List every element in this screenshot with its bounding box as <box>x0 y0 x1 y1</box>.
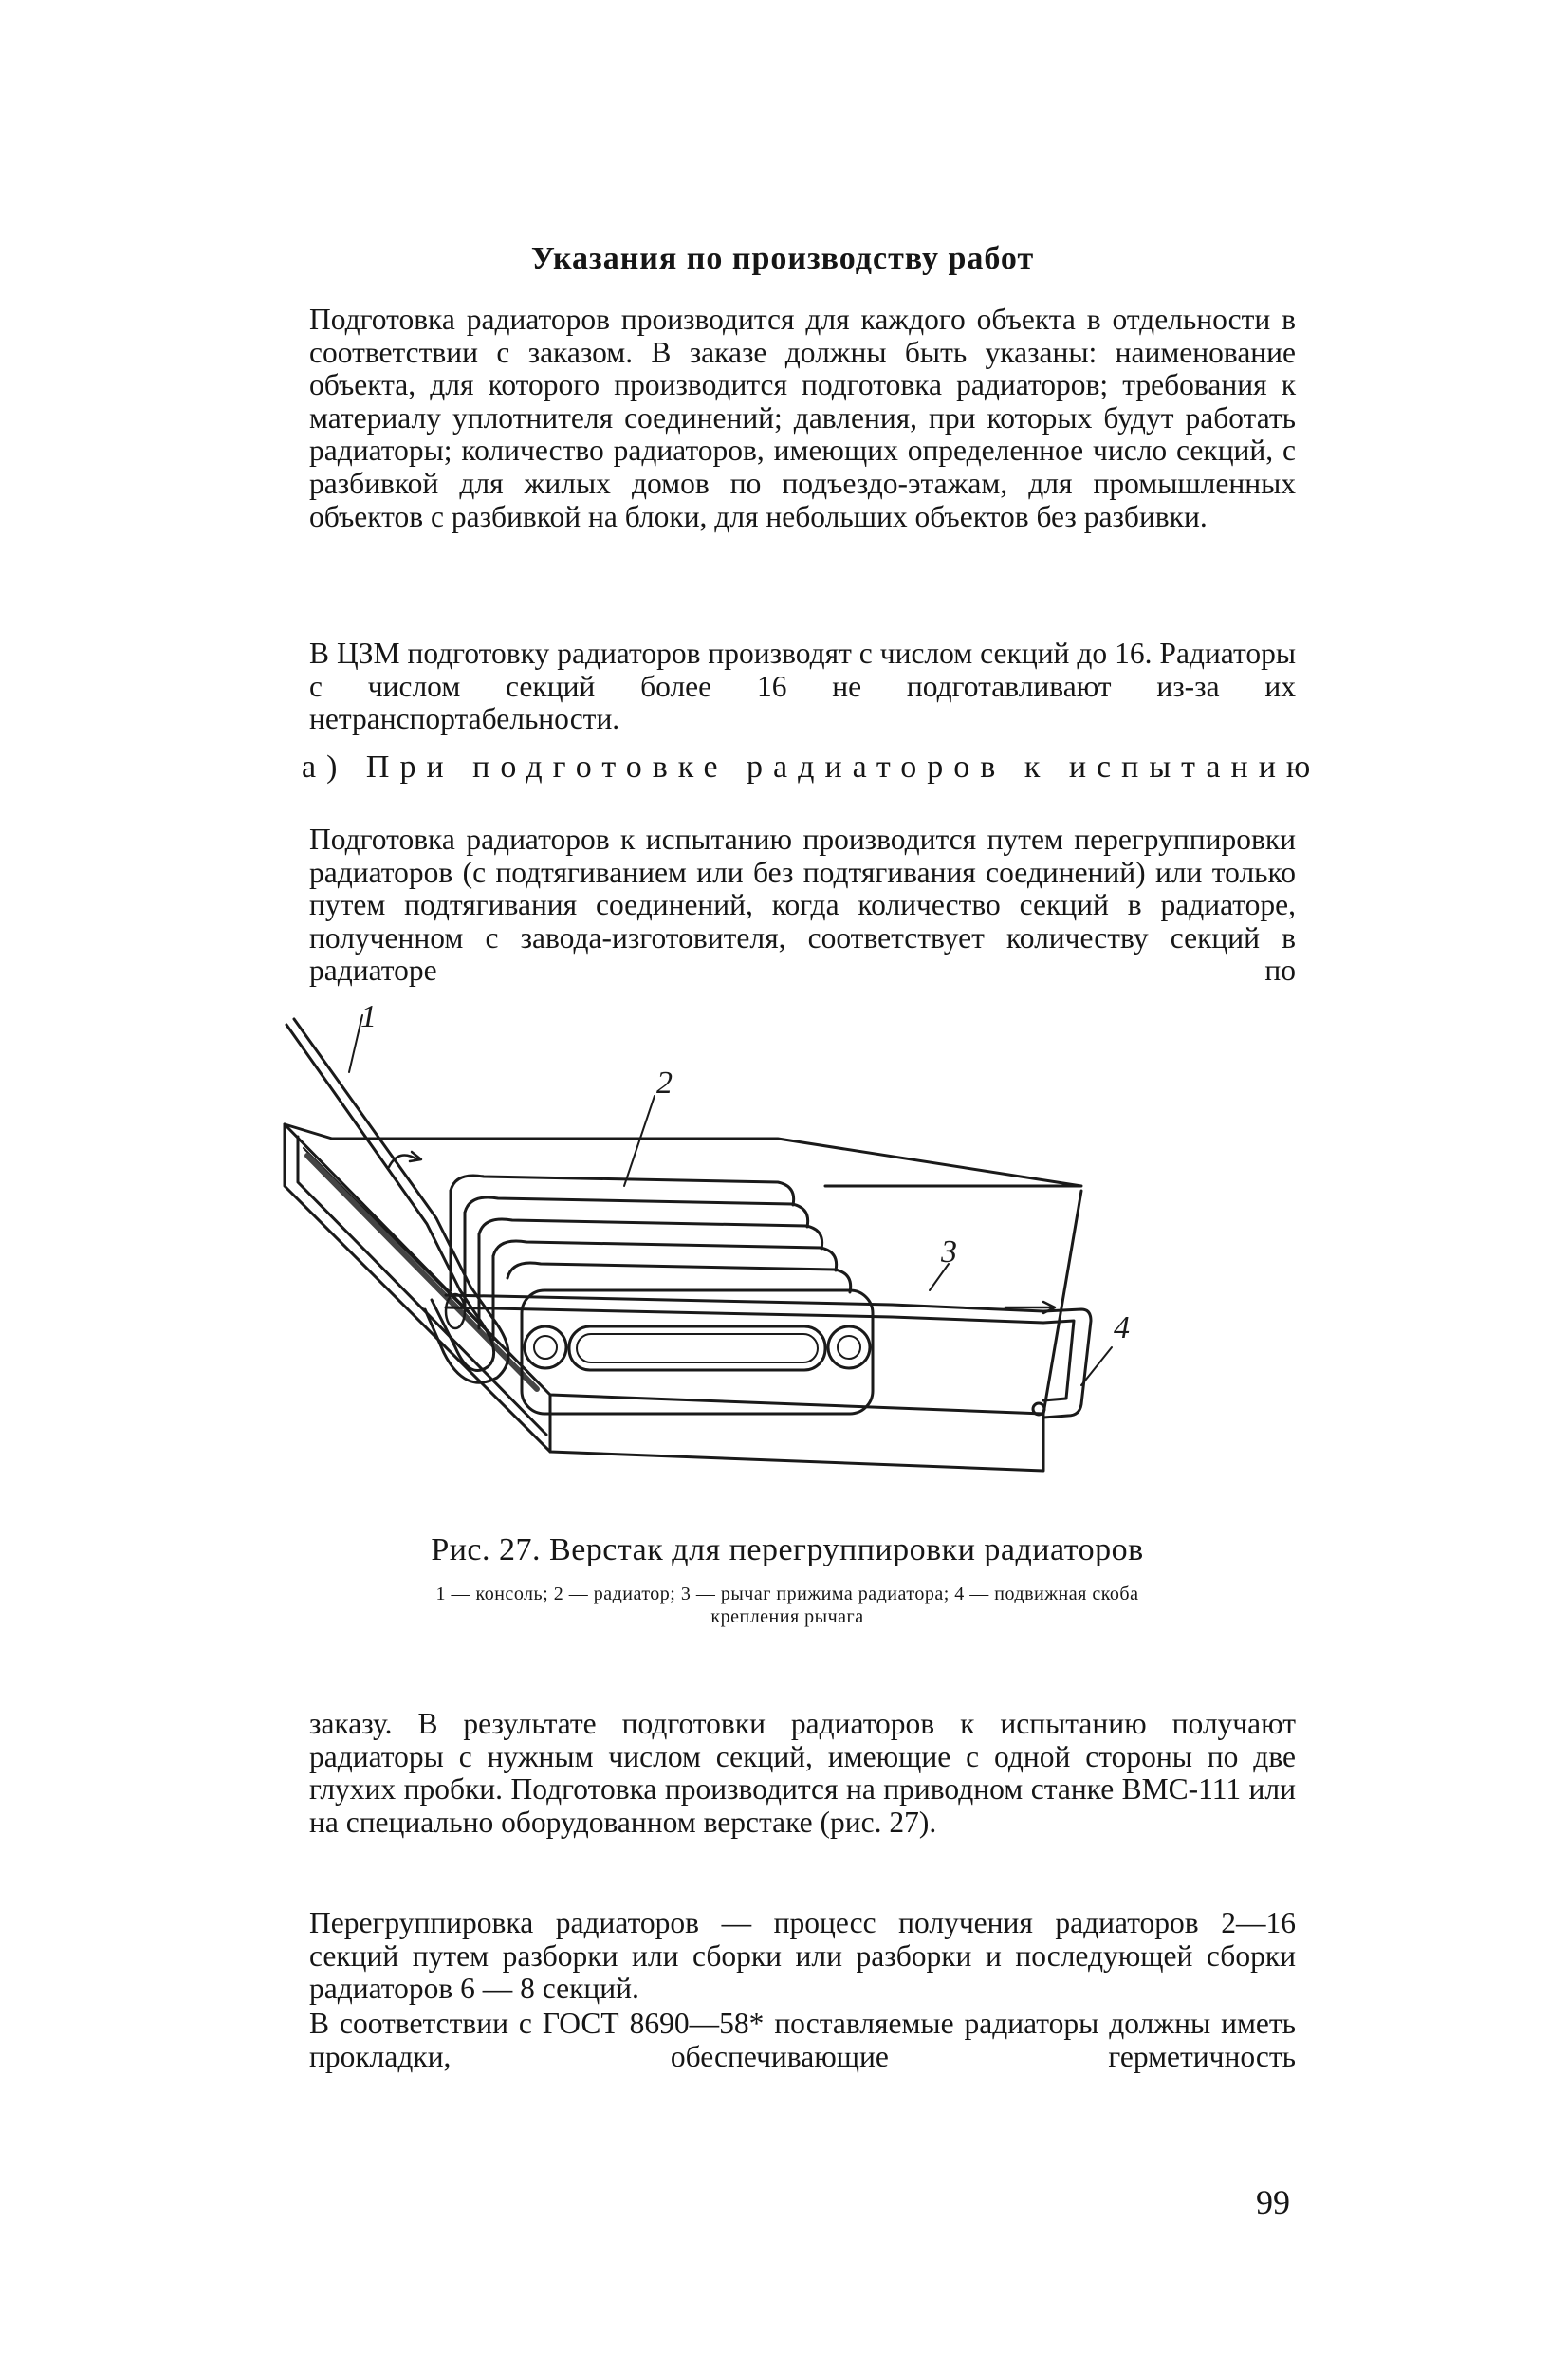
leader-lines <box>349 1015 1112 1385</box>
subsection-heading: а) При подготовке радиаторов к испытанию <box>302 750 1321 785</box>
figure-label-2: 2 <box>656 1066 673 1101</box>
section-heading: Указания по производству работ <box>530 241 1035 276</box>
page-number: 99 <box>1256 2183 1290 2221</box>
paragraph-test-preparation: Подготовка радиаторов к испытанию производится путем перегруппировки радиаторов (с подтягиванием или без подтягивания соединений) или только путем подтягивания соединений, когда количество секций в радиаторе, полученном с завода-изготовителя, соответствует количеству секций в радиаторе по <box>309 823 1296 988</box>
figure-label-1: 1 <box>360 1006 377 1034</box>
radiator <box>451 1176 873 1414</box>
figure-label-3: 3 <box>941 1234 957 1270</box>
figure-label-4: 4 <box>1114 1310 1130 1345</box>
figure-caption: Рис. 27. Верстак для перегруппировки радиаторов <box>431 1532 1144 1567</box>
paragraph-order-requirements: Подготовка радиаторов производится для каждого объекта в отдельности в соответствии с заказом. В заказе должны быть указаны: наименование объекта, для которого производится подготовка радиаторов; требования к материалу уплотнителя соединений; давления, при которых будут работать радиаторы; количество радиаторов, имеющих определенное число секций, с разбивкой для жилых домов по подъездо-этажам, для промышленных объектов с разбивкой на блоки, для небольших объектов без разбивки. <box>309 303 1296 533</box>
paragraph-regrouping-definition: Перегруппировка радиаторов — процесс получения радиаторов 2—16 секций путем разборки или сборки или разборки и последующей сборки радиаторов 6 — 8 секций. <box>309 1906 1296 2006</box>
workbench-figure <box>266 1006 1309 1518</box>
movable-bracket <box>1033 1309 1091 1418</box>
clamp-lever <box>446 1295 1055 1323</box>
paragraph-test-result: заказу. В результате подготовки радиаторов к испытанию получают радиаторы с нужным числом секций, имеющие с одной стороны по две глухих пробки. Подготовка производится на приводном станке ВМС-111 или на специально оборудованном верстаке (рис. 27). <box>309 1707 1296 1839</box>
legend-line-1: 1 — консоль; 2 — радиатор; 3 — рычаг прижима радиатора; 4 — подвижная скоба <box>435 1584 1139 1604</box>
bench-top <box>285 1124 1081 1471</box>
legend-line-2: крепления рычага <box>710 1606 864 1627</box>
paragraph-section-limit: В ЦЗМ подготовку радиаторов производят с числом секций до 16. Радиаторы с числом секций более 16 не подготавливают из-за их нетранспортабельности. <box>309 637 1296 736</box>
paragraph-gost: В соответствии с ГОСТ 8690—58* поставляемые радиаторы должны иметь прокладки, обеспечивающие герметичность <box>309 2007 1296 2073</box>
figure-legend <box>256 1583 1319 1628</box>
